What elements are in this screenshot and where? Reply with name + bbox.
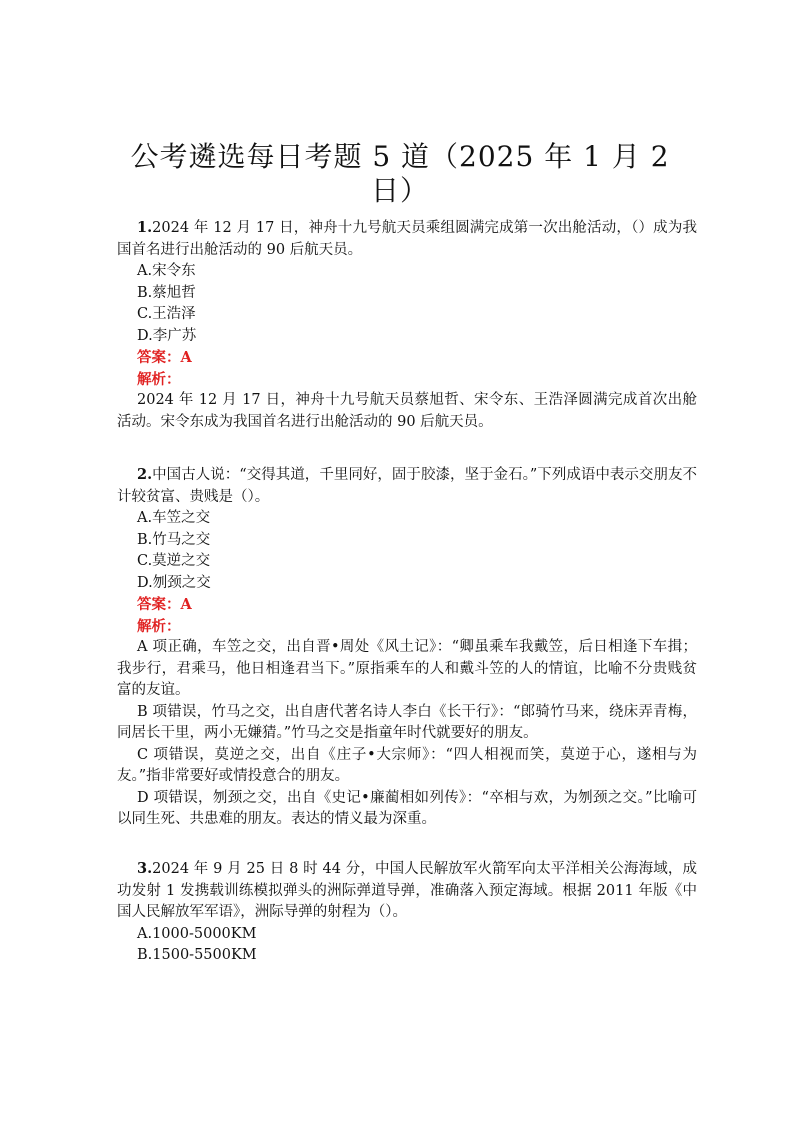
page-title: 公考遴选每日考题 5 道（2025 年 1 月 2 日） xyxy=(130,140,670,207)
option-a: A.1000-5000KM xyxy=(137,925,257,942)
analysis-label: 解析： xyxy=(137,370,181,388)
option-d: D.刎颈之交 xyxy=(137,574,211,591)
option-b: B.竹马之交 xyxy=(137,531,211,548)
question-stem xyxy=(117,464,697,508)
option-c: C.王浩泽 xyxy=(137,306,196,322)
question-number: 1. xyxy=(137,219,153,236)
option-b: B.蔡旭哲 xyxy=(137,284,196,301)
answer-label: 答案：A xyxy=(137,349,192,366)
option-c: C.莫逆之交 xyxy=(137,553,211,569)
question-text: 2024 年 9 月 25 日 8 时 44 分，中国人民解放军火箭军向太平洋相关公海海域，成功发射 1 发携载训练模拟弹头的洲际弹道导弹，准确落入预定海域。根据 2011 年版《中国人民解放军军语》，洲际导弹的射程为（）。 xyxy=(117,861,697,920)
question-stem xyxy=(117,217,697,261)
option-d: D.李广苏 xyxy=(137,327,197,344)
analysis-label: 解析： xyxy=(137,617,181,635)
answer-label: 答案：A xyxy=(137,596,192,613)
analysis-paragraph: B 项错误，竹马之交，出自唐代著名诗人李白《长干行》：“郎骑竹马来，绕床弄青梅，同居长干里，两小无嫌猜。”竹马之交是指童年时代就要好的朋友。 xyxy=(117,703,697,741)
question-text: 2024 年 12 月 17 日，神舟十九号航天员乘组圆满完成第一次出舱活动，（）成为我国首名进行出舱活动的 90 后航天员。 xyxy=(117,220,697,258)
question-stem xyxy=(117,858,697,924)
question-1 xyxy=(117,217,697,433)
question-2 xyxy=(117,464,697,831)
option-b: B.1500-5500KM xyxy=(137,947,257,963)
question-text: 中国古人说：“交得其道，千里同好，固于胶漆，坚于金石。”下列成语中表示交朋友不计较贫富、贵贱是（）。 xyxy=(117,467,697,505)
question-number: 3. xyxy=(137,860,153,877)
analysis-paragraph: 2024 年 12 月 17 日，神舟十九号航天员蔡旭哲、宋令东、王浩泽圆满完成首次出舱活动。宋令东成为我国首名进行出舱活动的 90 后航天员。 xyxy=(117,392,697,430)
option-a: A.宋令东 xyxy=(137,263,196,279)
option-a: A.车笠之交 xyxy=(137,510,211,526)
analysis-paragraph: A 项正确，车笠之交，出自晋•周处《风土记》：“卿虽乘车我戴笠，后日相逢下车揖；我步行，君乘马，他日相逢君当下。”原指乘车的人和戴斗笠的人的情谊，比喻不分贵贱贫富的友谊。 xyxy=(117,639,697,698)
analysis-paragraph: C 项错误，莫逆之交，出自《庄子•大宗师》：“四人相视而笑，莫逆于心，遂相与为友。”指非常要好或情投意合的朋友。 xyxy=(117,746,697,784)
analysis-paragraph: D 项错误，刎颈之交，出自《史记•廉蔺相如列传》：“卒相与欢，为刎颈之交。”比喻可以同生死、共患难的朋友。表达的情义最为深重。 xyxy=(117,789,697,827)
question-3 xyxy=(117,858,697,967)
question-number: 2. xyxy=(137,466,153,483)
